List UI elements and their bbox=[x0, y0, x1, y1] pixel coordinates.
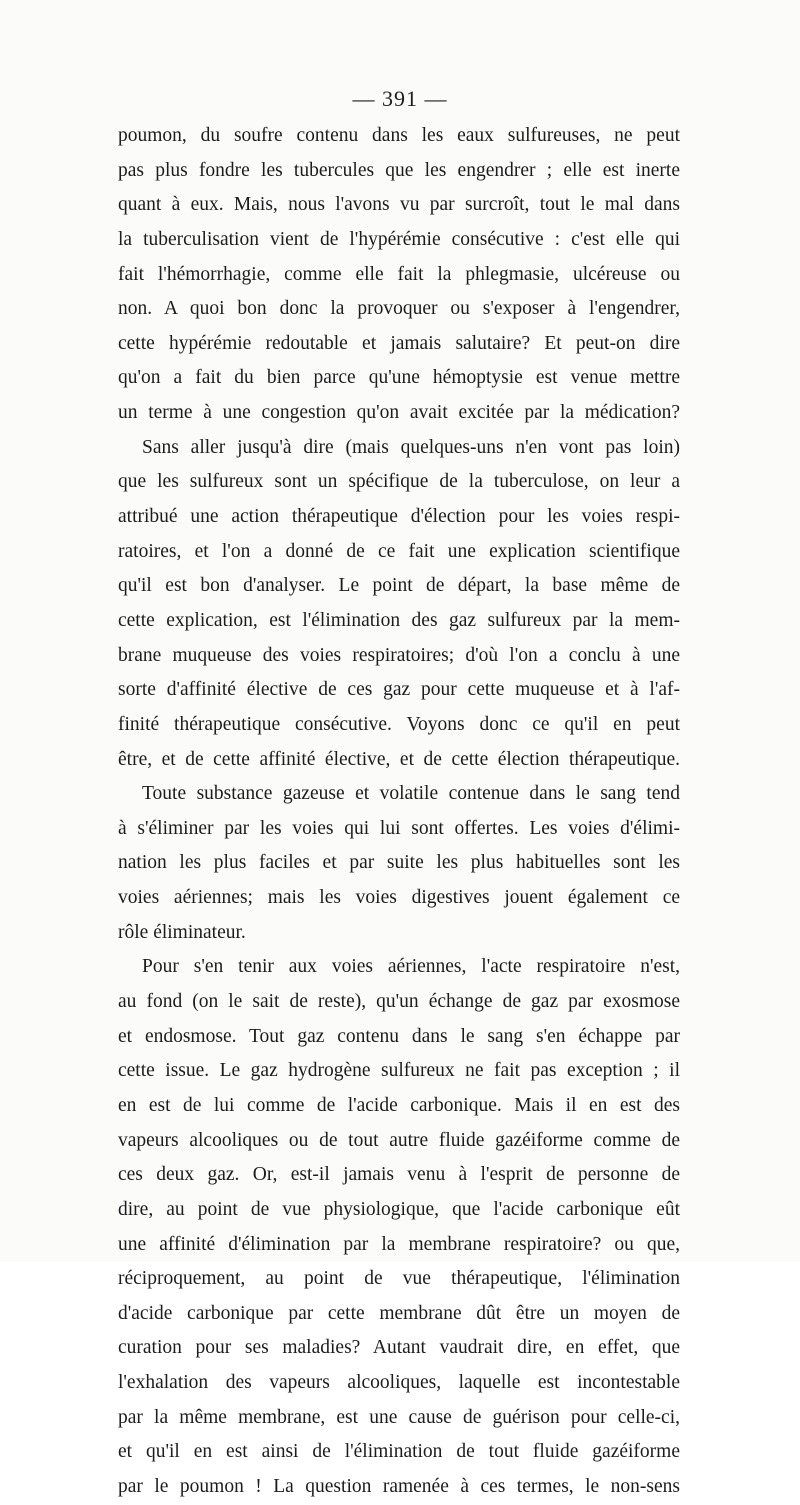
text-line: brane muqueuse des voies respiratoires; d'où l'on a conclu à une bbox=[118, 644, 680, 666]
text-line: fait l'hémorrhagie, comme elle fait la phlegmasie, ulcéreuse ou bbox=[118, 263, 680, 285]
text-line: nation les plus faciles et par suite les plus habituelles sont les bbox=[118, 852, 680, 874]
text-line: au fond (on le sait de reste), qu'un échange de gaz par exosmose bbox=[118, 991, 680, 1013]
body-text bbox=[118, 119, 680, 1505]
text-line: poumon, du soufre contenu dans les eaux sulfureuses, ne peut bbox=[118, 125, 680, 146]
text-line: ces deux gaz. Or, est-il jamais venu à l'esprit de personne de bbox=[118, 1164, 680, 1186]
text-line: à s'éliminer par les voies qui lui sont offertes. Les voies d'élimi- bbox=[118, 817, 680, 839]
paragraph-start-line: Toute substance gazeuse et volatile contenue dans le sang tend bbox=[142, 783, 680, 805]
text-line: vapeurs alcooliques ou de tout autre fluide gazéiforme comme de bbox=[118, 1129, 680, 1151]
text-line: cette explication, est l'élimination des gaz sulfureux par la mem- bbox=[118, 609, 680, 631]
paragraph-start-line: Pour s'en tenir aux voies aériennes, l'acte respiratoire n'est, bbox=[142, 956, 680, 978]
text-line: cette hypérémie redoutable et jamais salutaire? Et peut-on dire bbox=[118, 332, 680, 354]
text-line: qu'il est bon d'analyser. Le point de départ, la base même de bbox=[118, 575, 680, 597]
text-line: que les sulfureux sont un spécifique de la tuberculose, on leur a bbox=[118, 471, 680, 493]
paragraph-start-line: Sans aller jusqu'à dire (mais quelques-uns n'en vont pas loin) bbox=[142, 436, 680, 458]
text-line: dire, au point de vue physiologique, que l'acide carbonique eût bbox=[118, 1198, 680, 1220]
text-line: pas plus fondre les tubercules que les engendrer ; elle est inerte bbox=[118, 159, 680, 181]
text-line: quant à eux. Mais, nous l'avons vu par surcroît, tout le mal dans bbox=[118, 194, 680, 216]
text-line: l'exhalation des vapeurs alcooliques, laquelle est incontestable bbox=[118, 1372, 680, 1394]
text-line: et qu'il en est ainsi de l'élimination de tout fluide gazéiforme bbox=[118, 1441, 680, 1463]
text-line: par la même membrane, est une cause de guérison pour celle-ci, bbox=[118, 1406, 680, 1428]
text-line: attribué une action thérapeutique d'élection pour les voies respi- bbox=[118, 506, 680, 528]
text-line: être, et de cette affinité élective, et de cette élection thérapeutique. bbox=[118, 748, 680, 770]
text-line: par le poumon ! La question ramenée à ces termes, le non-sens bbox=[118, 1475, 680, 1497]
page-number: — 391 — bbox=[352, 86, 448, 111]
text-line: sorte d'affinité élective de ces gaz pour cette muqueuse et à l'af- bbox=[118, 679, 680, 701]
text-line: d'acide carbonique par cette membrane dût être un moyen de bbox=[118, 1302, 680, 1324]
text-line: cette issue. Le gaz hydrogène sulfureux ne fait pas exception ; il bbox=[118, 1060, 680, 1082]
text-line: en est de lui comme de l'acide carbonique. Mais il en est des bbox=[118, 1094, 680, 1116]
text-line: réciproquement, au point de vue thérapeutique, l'élimination bbox=[118, 1268, 680, 1290]
text-line: un terme à une congestion qu'on avait excitée par la médication? bbox=[118, 402, 680, 424]
text-line: qu'on a fait du bien parce qu'une hémoptysie est venue mettre bbox=[118, 367, 680, 389]
text-line: curation pour ses maladies? Autant vaudrait dire, en effet, que bbox=[118, 1337, 680, 1359]
text-line: ratoires, et l'on a donné de ce fait une explication scientifique bbox=[118, 540, 680, 562]
text-line: voies aériennes; mais les voies digestives jouent également ce bbox=[118, 887, 680, 909]
text-line: finité thérapeutique consécutive. Voyons donc ce qu'il en peut bbox=[118, 713, 680, 735]
paragraph-end-line: rôle éliminateur. bbox=[118, 921, 246, 943]
text-line: et endosmose. Tout gaz contenu dans le sang s'en échappe par bbox=[118, 1025, 680, 1047]
text-line: la tuberculisation vient de l'hypérémie consécutive : c'est elle qui bbox=[118, 228, 680, 250]
text-line: une affinité d'élimination par la membrane respiratoire? ou que, bbox=[118, 1233, 680, 1255]
text-line: non. A quoi bon donc la provoquer ou s'exposer à l'engendrer, bbox=[118, 298, 680, 320]
